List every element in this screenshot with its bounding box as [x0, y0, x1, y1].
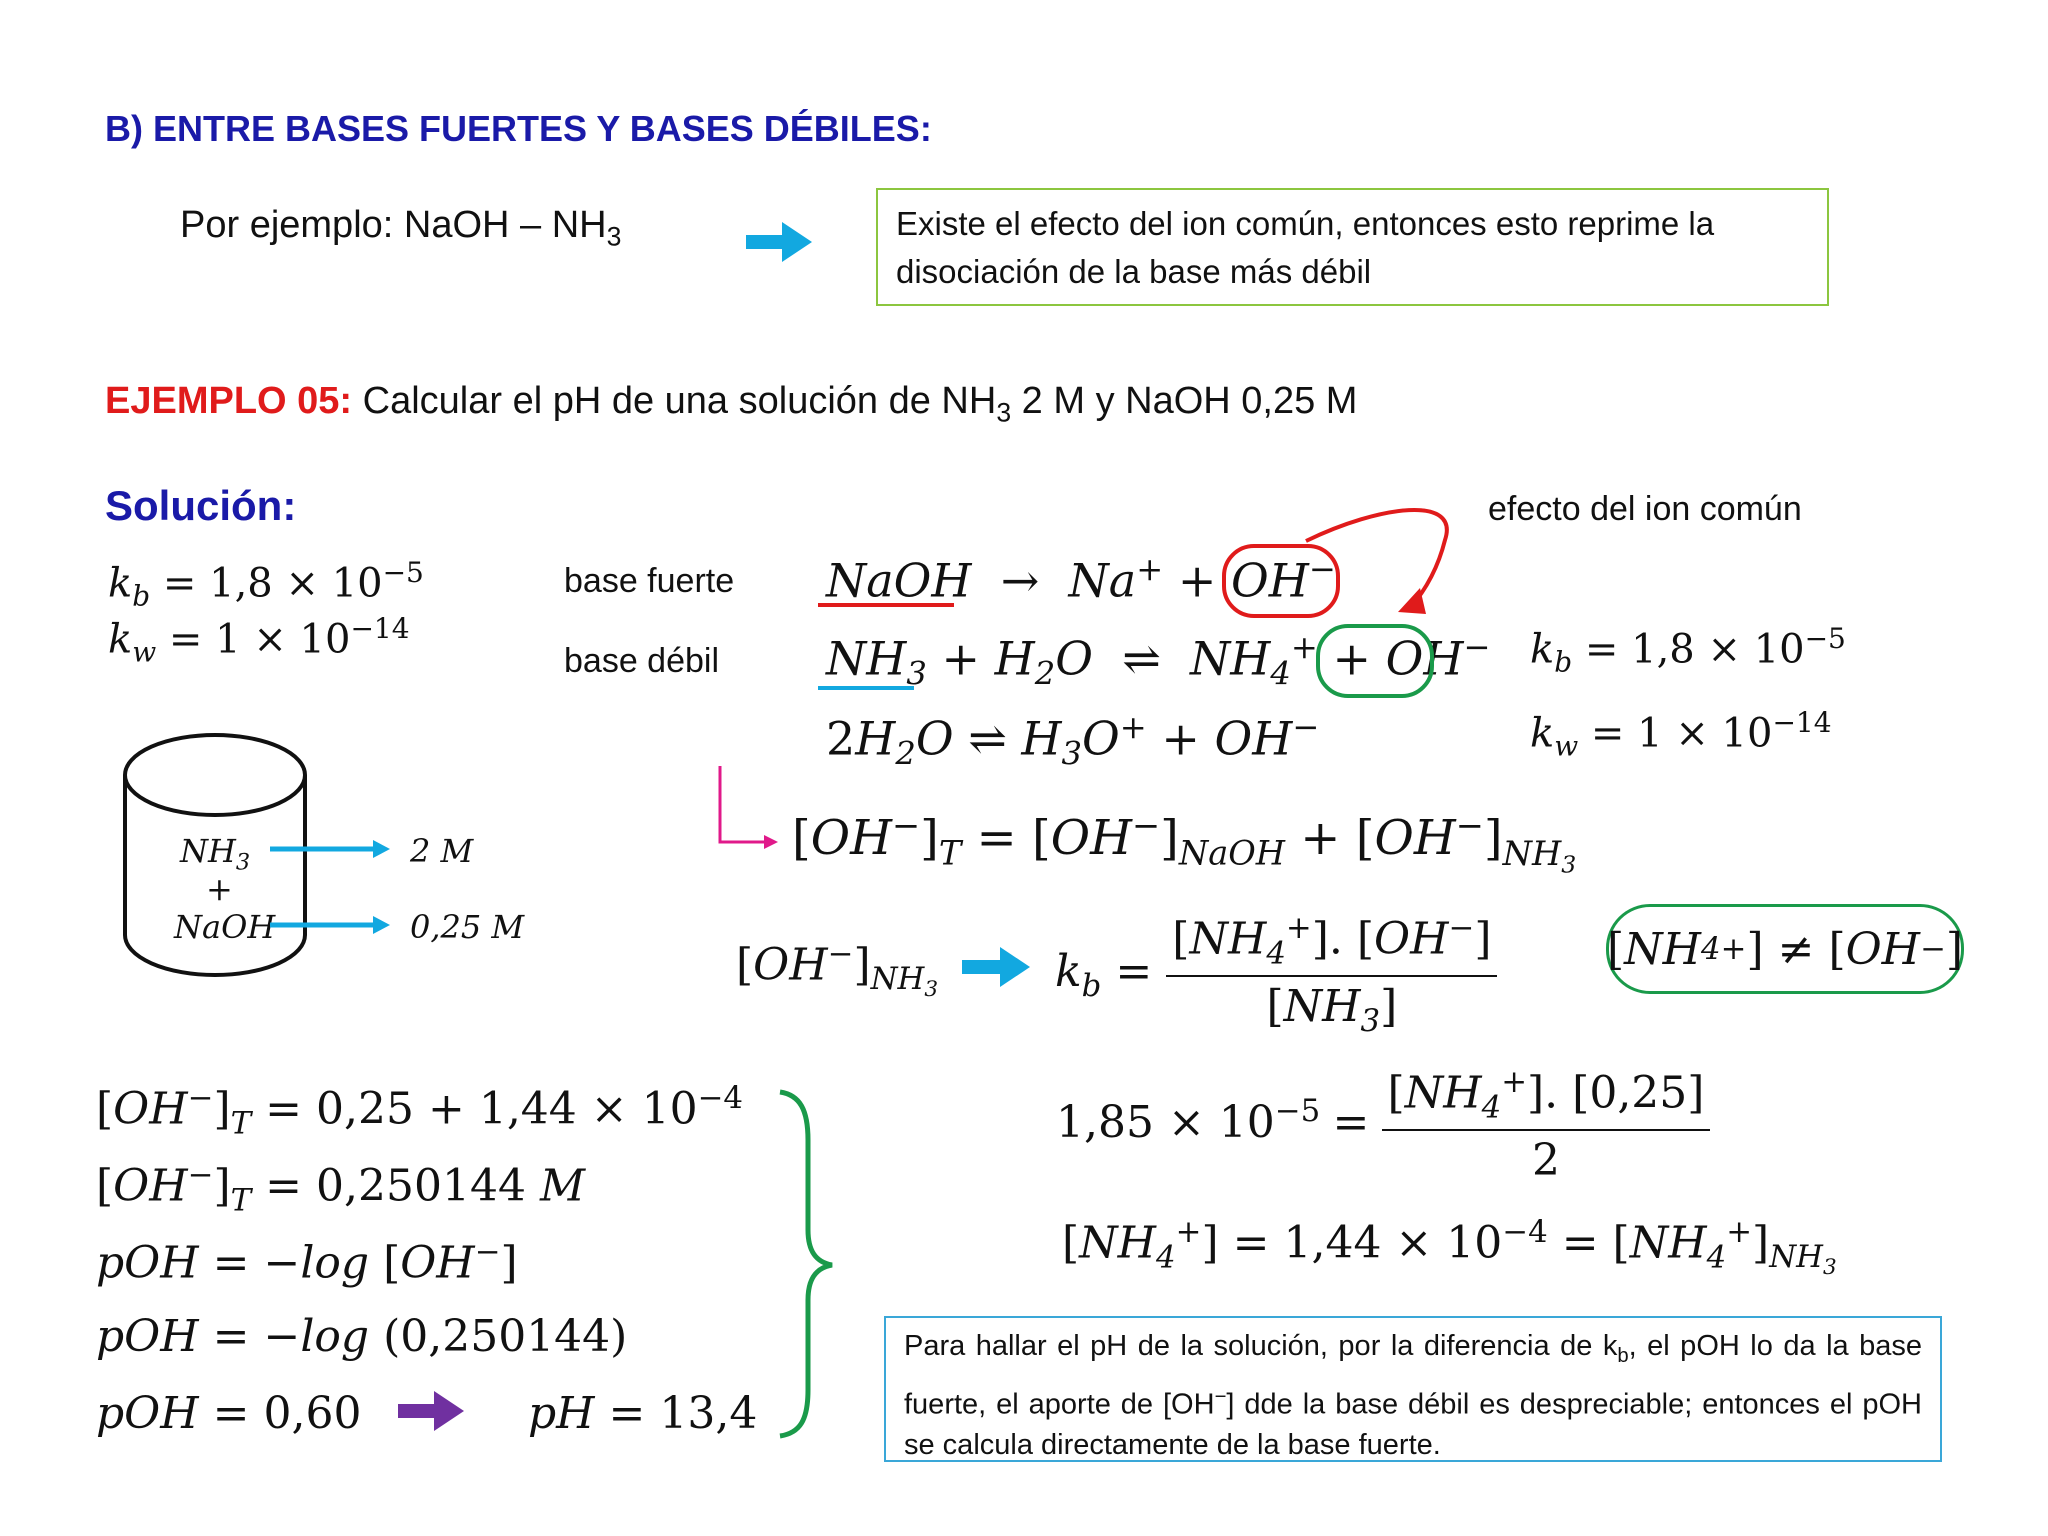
- nh4-calc-1: $1,85 \times 10^{-5}$ = $\frac{[NH_4^+]. [0,25]}{2}$: [1056, 1064, 1710, 1186]
- cylinder-nh3: $NH_3$: [180, 832, 251, 876]
- beaker-cylinder-icon: [125, 735, 305, 975]
- kb-right: $k_b = 1,8 \times 10^{-5}$: [1530, 622, 1846, 679]
- cylinder-arrow-nh3-icon: [270, 840, 390, 858]
- section-heading: B) ENTRE BASES FUERTES Y BASES DÉBILES:: [105, 108, 932, 149]
- conc-naoh: 0,25 M: [410, 908, 525, 946]
- example-text: Por ejemplo: NaOH – NH: [180, 204, 607, 246]
- kw-left: $k_w = 1 \times 10^{-14}$: [108, 612, 410, 669]
- oh-highlight-green: [1318, 626, 1432, 696]
- weak-base-label: base débil: [564, 642, 720, 680]
- pink-l-arrow-icon: [720, 766, 766, 842]
- reaction-water: $2H_2O$ ⇌ $H_3O^+ + OH^-$: [826, 708, 1320, 773]
- calc-line-4: pOH = −log (0,250144): [96, 1311, 628, 1362]
- calc-line-1: $[OH^-]_T = 0,25 + 1,44 \times 10^{-4}$: [96, 1080, 744, 1142]
- conclusion-note-box: Para hallar el pH de la solución, por la diferencia de $k_b$, el pOH lo da la base fuerte, el aporte de [OH−] dde la base débil es despreciable; entonces el pOH se calcula directamente de la base fuerte.: [884, 1316, 1942, 1462]
- cylinder-arrow-naoh-icon: [270, 916, 390, 934]
- oh-total-equation: $[OH^-]_T = [OH^-]_{NaOH} + [OH^-]_{NH_3}$: [792, 806, 1577, 879]
- example-arrow-icon: [746, 222, 812, 262]
- common-ion-arrow-icon: [1306, 510, 1447, 608]
- common-ion-note-text: Existe el efecto del ion común, entonces esto reprime la disociación de la base más débil: [896, 205, 1715, 290]
- problem-text-b: 2 M y NaOH 0,25 M: [1011, 380, 1358, 422]
- problem-text-a: Calcular el pH de una solución de NH: [352, 380, 997, 422]
- kb-left: $k_b = 1,8 \times 10^{-5}$: [108, 556, 424, 613]
- solution-label: Solución:: [105, 482, 297, 529]
- ph-result: pH = 13,4: [528, 1388, 758, 1439]
- common-ion-label: efecto del ion común: [1488, 490, 1802, 528]
- strong-base-label: base fuerte: [564, 562, 735, 600]
- cylinder-plus: +: [206, 870, 233, 908]
- kw-right: $k_w = 1 \times 10^{-14}$: [1530, 706, 1832, 763]
- example-sub: 3: [606, 221, 622, 252]
- oh-highlight-red: [1224, 546, 1338, 616]
- cylinder-naoh: NaOH: [174, 908, 276, 946]
- reaction-nh3: $NH_3 + H_2O$ ⇌ $NH_4^+ + OH^-$: [826, 628, 1491, 693]
- calc-line-5: pOH = 0,60: [96, 1388, 362, 1439]
- calc-line-2: $[OH^-]_T = 0,250144$ M: [96, 1157, 586, 1219]
- problem-sub: 3: [996, 397, 1012, 428]
- conc-nh3: 2 M: [410, 832, 474, 870]
- kb-arrow-icon: [962, 947, 1030, 987]
- inequality-box: [ NH 4 + ] ≠ [ OH − ]: [1606, 904, 1964, 994]
- problem-label: EJEMPLO 05:: [105, 380, 353, 422]
- pink-arrowhead-icon: [764, 835, 778, 849]
- result-arrow-icon: [398, 1391, 464, 1431]
- oh-nh3-label: $[OH^-]_{NH_3}$: [736, 936, 939, 1003]
- calc-line-3: pOH = −log [OH−]: [96, 1234, 518, 1289]
- kb-expression: $k_b$ = $\frac{[NH_4^+]. [OH^-]}{[NH_3]}$: [1055, 910, 1497, 1039]
- nh4-calc-2: $[NH_4^+] = 1,44 \times 10^{-4} = [NH_4^+]_{NH_3}$: [1062, 1214, 1837, 1281]
- green-brace-icon: [780, 1092, 832, 1436]
- reaction-naoh: NaOH → Na+ + OH−: [826, 550, 1336, 608]
